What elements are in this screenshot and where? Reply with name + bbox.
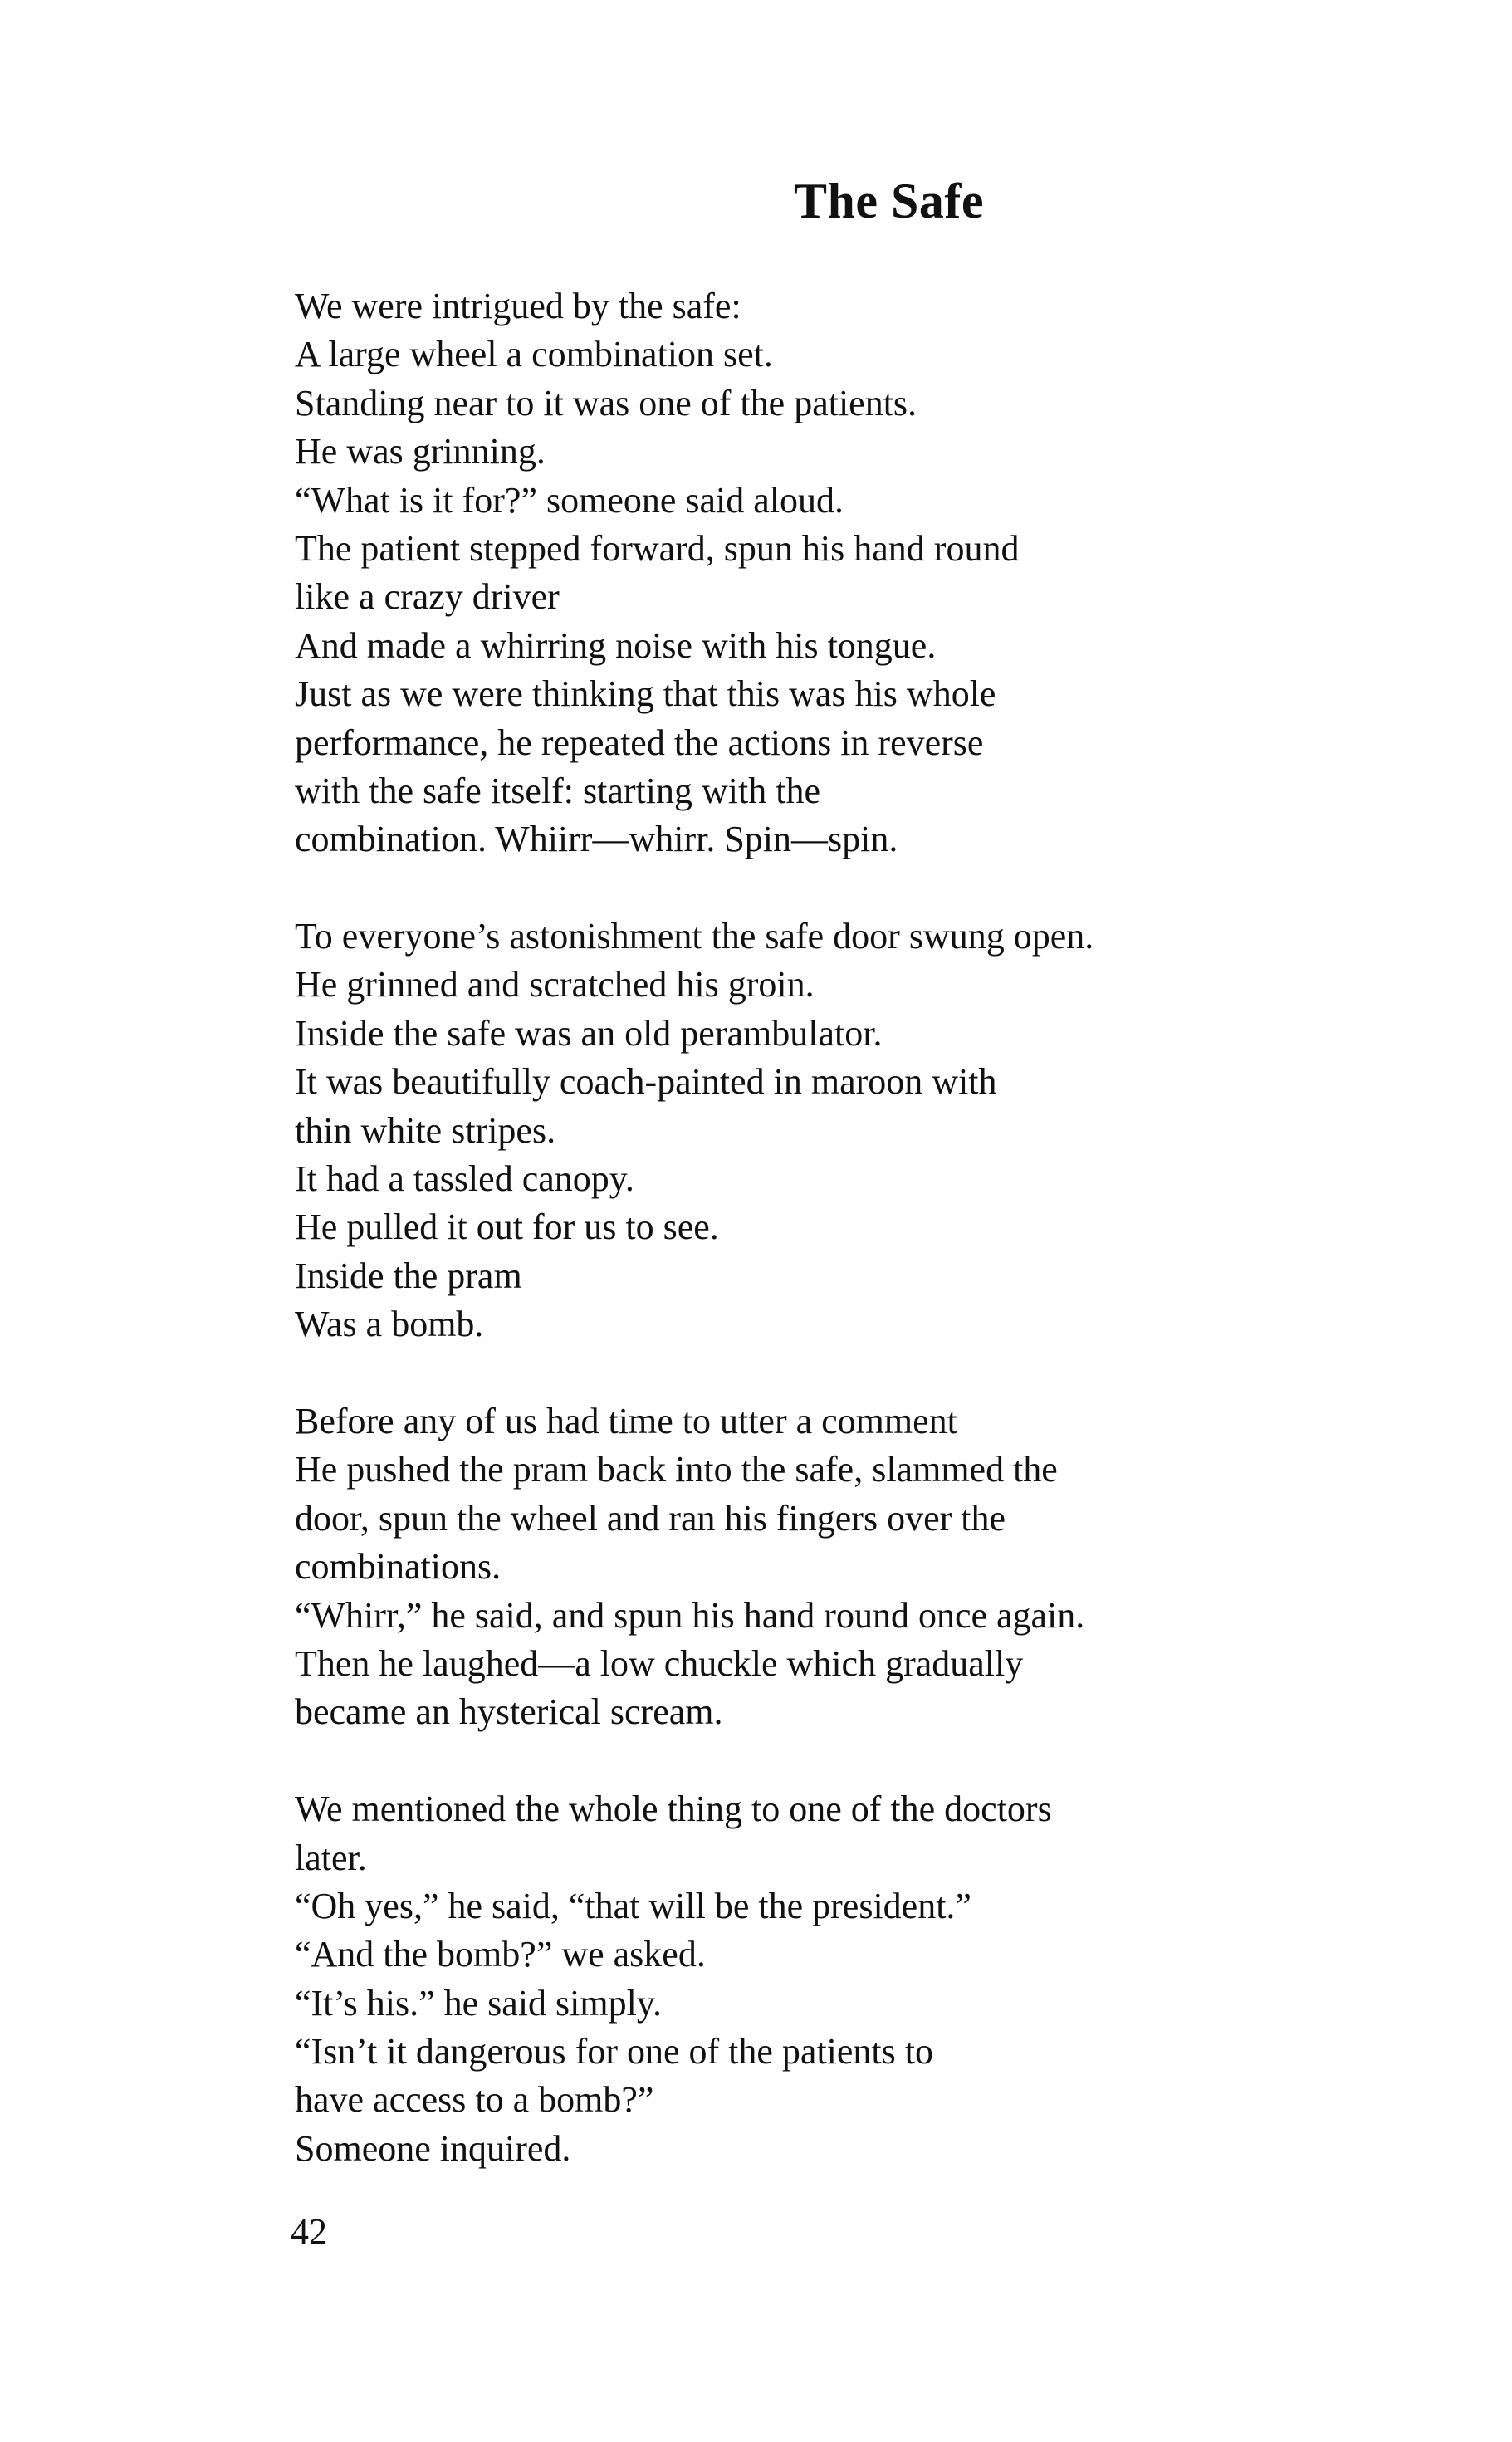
poem-line: “Isn’t it dangerous for one of the patients to <box>295 2031 933 2073</box>
poem-line: The patient stepped forward, spun his hand round <box>295 527 1020 569</box>
poem-line: “What is it for?” someone said aloud. <box>295 479 844 521</box>
poem-line: “And the bomb?” we asked. <box>295 1934 706 1975</box>
poem-line: Inside the safe was an old perambulator. <box>295 1012 883 1054</box>
stanza-2 <box>295 913 1333 1349</box>
poem-line: “It’s his.” he said simply. <box>295 1982 662 2024</box>
poem-line: He pushed the pram back into the safe, slammed the <box>295 1449 1058 1490</box>
poem-line: It had a tassled canopy. <box>295 1158 634 1200</box>
poem-line: And made a whirring noise with his tongue. <box>295 624 937 666</box>
page-number: 42 <box>291 2211 327 2252</box>
poem-line: “Whirr,” he said, and spun his hand round once again. <box>295 1594 1085 1636</box>
poem-line: with the safe itself: starting with the <box>295 770 820 811</box>
poem-line: combinations. <box>295 1546 502 1588</box>
poem-line: combination. Whiirr—whirr. Spin—spin. <box>295 819 898 860</box>
stanza-4 <box>295 1785 1333 2173</box>
poem-line: To everyone’s astonishment the safe door swung open. <box>295 916 1094 957</box>
poem-line: Before any of us had time to utter a comment <box>295 1400 957 1441</box>
poem-line: He pulled it out for us to see. <box>295 1206 719 1248</box>
poem-line: have access to a bomb?” <box>295 2079 654 2121</box>
poem-line: He was grinning. <box>295 431 546 472</box>
poem-line: It was beautifully coach-painted in maroon with <box>295 1061 997 1103</box>
poem-line: We were intrigued by the safe: <box>295 286 741 326</box>
stanza-3 <box>295 1397 1333 1737</box>
poem-line: performance, he repeated the actions in reverse <box>295 722 984 763</box>
poem-line: later. <box>295 1837 367 1878</box>
poem-line: Was a bomb. <box>295 1304 484 1345</box>
poem-line: A large wheel a combination set. <box>295 334 773 375</box>
poem-line: thin white stripes. <box>295 1109 556 1151</box>
poem-line: Just as we were thinking that this was his whole <box>295 673 996 715</box>
poem-line: We mentioned the whole thing to one of the doctors <box>295 1789 1052 1830</box>
poem-line: He grinned and scratched his groin. <box>295 964 815 1006</box>
poem-line: like a crazy driver <box>295 576 560 618</box>
poem-line: Someone inquired. <box>295 2127 571 2169</box>
poem-title: The Safe <box>794 174 984 228</box>
poem-line: Standing near to it was one of the patients. <box>295 382 917 423</box>
poem-line: “Oh yes,” he said, “that will be the president.” <box>295 1885 971 1926</box>
poem-line: Then he laughed—a low chuckle which gradually <box>295 1642 1024 1684</box>
poem-line: became an hysterical scream. <box>295 1691 723 1733</box>
poem-line: Inside the pram <box>295 1255 522 1296</box>
poem-line: door, spun the wheel and ran his fingers over the <box>295 1497 1006 1539</box>
stanza-1 <box>295 282 1333 864</box>
poem-body <box>295 282 1333 2173</box>
